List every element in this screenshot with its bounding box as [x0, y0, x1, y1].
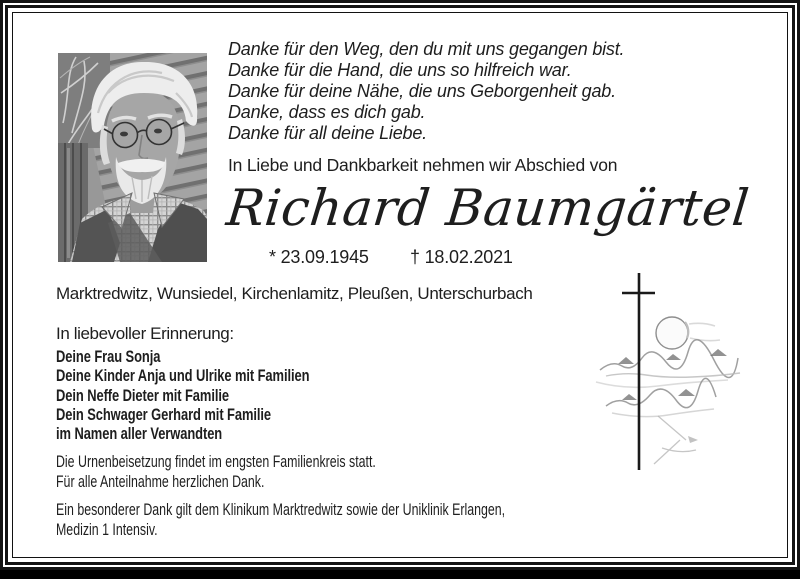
poem-block [228, 39, 624, 144]
mourner-line: Dein Neffe Dieter mit Familie [56, 385, 229, 405]
farewell-line: In Liebe und Dankbarkeit nehmen wir Abschied von [228, 155, 618, 175]
mourner-line: im Namen aller Verwandten [56, 424, 223, 444]
thanks-note [56, 500, 505, 540]
thanks-line: Ein besonderer Dank gilt dem Klinikum Marktredwitz sowie der Uniklinik Erlangen, [56, 501, 506, 519]
portrait-photo [58, 53, 207, 262]
remembrance-heading: In liebevoller Erinnerung: [56, 324, 234, 343]
funeral-note [56, 452, 376, 492]
cross-icon [622, 273, 655, 470]
mourner-line: Deine Frau Sonja [56, 347, 161, 366]
funeral-line: Für alle Anteilnahme herzlichen Dank. [56, 473, 265, 491]
poem-line: Danke für all deine Liebe. [228, 123, 427, 143]
thanks-line: Medizin 1 Intensiv. [56, 521, 158, 539]
poem-line: Danke für die Hand, die uns so hilfreich war. [228, 60, 572, 80]
mourner-line: Deine Kinder Anja und Ulrike mit Familien [56, 366, 310, 386]
birth-date: * 23.09.1945 [269, 247, 369, 267]
hills-sketch [596, 340, 740, 464]
poem-line: Danke für den Weg, den du mit uns gegangen bist. [228, 39, 625, 59]
poem-line: Danke für deine Nähe, die uns Geborgenheit gab. [228, 81, 616, 101]
funeral-line: Die Urnenbeisetzung findet im engsten Familienkreis statt. [56, 453, 376, 471]
poem-line: Danke, dass es dich gab. [228, 102, 426, 122]
death-date: † 18.02.2021 [410, 247, 513, 267]
places-line: Marktredwitz, Wunsiedel, Kirchenlamitz, Pleußen, Unterschurbach [56, 284, 533, 303]
memorial-artwork [592, 258, 772, 483]
deceased-name: Richard Baumgärtel [223, 179, 753, 237]
sun-sketch [656, 317, 720, 349]
mourner-line: Dein Schwager Gerhard mit Familie [56, 404, 272, 424]
mourners-list [56, 347, 309, 443]
